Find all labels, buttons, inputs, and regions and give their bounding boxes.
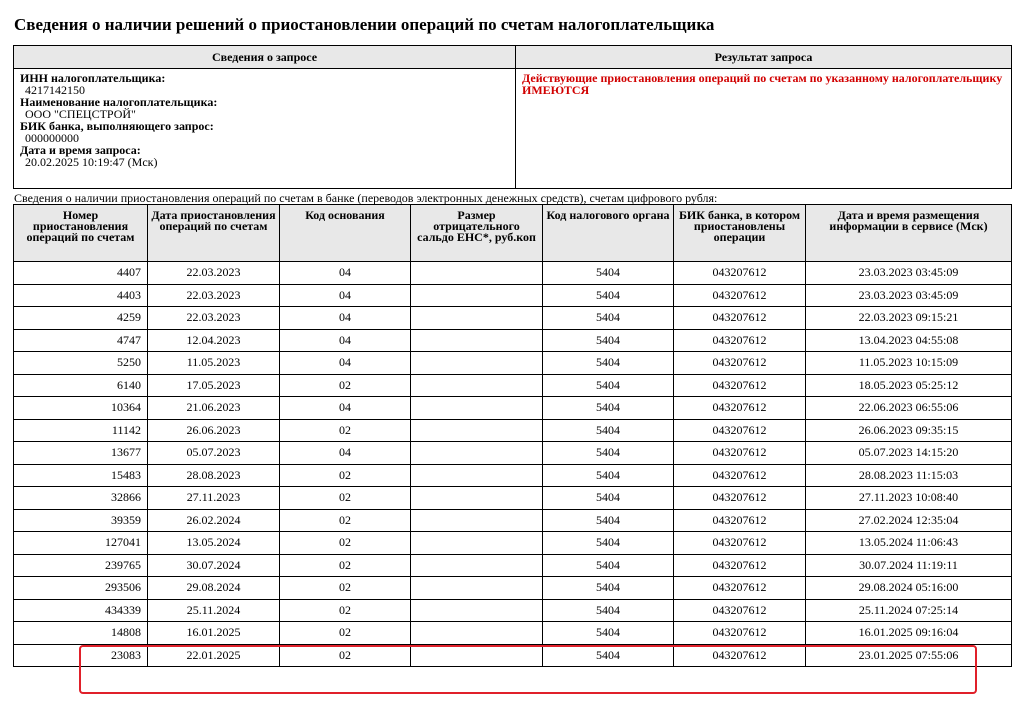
- bank-bik-label: БИК банка, выполняющего запрос:: [20, 119, 214, 133]
- inn-value: 4217142150: [25, 83, 85, 97]
- cell-reason-code: 04: [280, 397, 411, 420]
- cell-suspension-date: 22.03.2023: [148, 284, 280, 307]
- cell-suspension-number: 239765: [14, 554, 148, 577]
- request-info-table: [13, 45, 1012, 189]
- table-row: [14, 374, 1012, 397]
- column-header-bank-bik: БИК банка, в котором приостановлены операции: [674, 205, 806, 262]
- cell-negative-balance: [411, 307, 543, 330]
- cell-suspension-date: 27.11.2023: [148, 487, 280, 510]
- cell-negative-balance: [411, 352, 543, 375]
- cell-reason-code: 02: [280, 577, 411, 600]
- table-header-row: [14, 205, 1012, 262]
- cell-bank-bik: 043207612: [674, 307, 806, 330]
- cell-reason-code: 02: [280, 644, 411, 667]
- cell-suspension-date: 16.01.2025: [148, 622, 280, 645]
- cell-suspension-number: 434339: [14, 599, 148, 622]
- cell-suspension-number: 6140: [14, 374, 148, 397]
- cell-bank-bik: 043207612: [674, 532, 806, 555]
- cell-bank-bik: 043207612: [674, 284, 806, 307]
- cell-posted-datetime: 25.11.2024 07:25:14: [806, 599, 1012, 622]
- table-row: [14, 532, 1012, 555]
- cell-reason-code: 02: [280, 599, 411, 622]
- table-row: [14, 262, 1012, 285]
- cell-tax-office-code: 5404: [543, 262, 674, 285]
- cell-tax-office-code: 5404: [543, 554, 674, 577]
- table-row: [14, 577, 1012, 600]
- cell-reason-code: 02: [280, 464, 411, 487]
- cell-suspension-number: 32866: [14, 487, 148, 510]
- cell-negative-balance: [411, 622, 543, 645]
- cell-negative-balance: [411, 442, 543, 465]
- cell-negative-balance: [411, 329, 543, 352]
- cell-posted-datetime: 18.05.2023 05:25:12: [806, 374, 1012, 397]
- cell-bank-bik: 043207612: [674, 442, 806, 465]
- cell-reason-code: 02: [280, 554, 411, 577]
- table-row: [14, 644, 1012, 667]
- request-result-text: Действующие приостановления операций по счетам по указанному налогоплательщику ИМЕЮТСЯ: [522, 71, 1003, 97]
- cell-posted-datetime: 30.07.2024 11:19:11: [806, 554, 1012, 577]
- cell-bank-bik: 043207612: [674, 577, 806, 600]
- cell-tax-office-code: 5404: [543, 307, 674, 330]
- column-header-suspension-number: Номер приостановления операций по счетам: [14, 205, 148, 262]
- cell-suspension-date: 17.05.2023: [148, 374, 280, 397]
- request-datetime-value: 20.02.2025 10:19:47 (Мск): [25, 155, 158, 169]
- cell-bank-bik: 043207612: [674, 554, 806, 577]
- cell-tax-office-code: 5404: [543, 352, 674, 375]
- cell-suspension-number: 4403: [14, 284, 148, 307]
- cell-negative-balance: [411, 509, 543, 532]
- cell-suspension-date: 12.04.2023: [148, 329, 280, 352]
- cell-bank-bik: 043207612: [674, 599, 806, 622]
- cell-suspension-number: 15483: [14, 464, 148, 487]
- table-row: [14, 284, 1012, 307]
- cell-posted-datetime: 23.01.2025 07:55:06: [806, 644, 1012, 667]
- column-header-negative-balance: Размер отрицательного сальдо ЕНС*, руб.коп: [411, 205, 543, 262]
- cell-suspension-number: 4747: [14, 329, 148, 352]
- cell-negative-balance: [411, 577, 543, 600]
- table-row: [14, 599, 1012, 622]
- cell-tax-office-code: 5404: [543, 329, 674, 352]
- cell-negative-balance: [411, 262, 543, 285]
- cell-suspension-date: 26.06.2023: [148, 419, 280, 442]
- cell-reason-code: 04: [280, 329, 411, 352]
- cell-reason-code: 02: [280, 532, 411, 555]
- table-row: [14, 509, 1012, 532]
- cell-reason-code: 04: [280, 307, 411, 330]
- cell-suspension-number: 5250: [14, 352, 148, 375]
- cell-suspension-number: 39359: [14, 509, 148, 532]
- table-body: [14, 262, 1012, 667]
- cell-suspension-date: 13.05.2024: [148, 532, 280, 555]
- cell-posted-datetime: 28.08.2023 11:15:03: [806, 464, 1012, 487]
- cell-suspension-date: 29.08.2024: [148, 577, 280, 600]
- table-row: [14, 419, 1012, 442]
- cell-suspension-date: 28.08.2023: [148, 464, 280, 487]
- cell-bank-bik: 043207612: [674, 464, 806, 487]
- table-row: [14, 352, 1012, 375]
- cell-tax-office-code: 5404: [543, 374, 674, 397]
- cell-negative-balance: [411, 419, 543, 442]
- cell-reason-code: 04: [280, 262, 411, 285]
- cell-suspension-date: 25.11.2024: [148, 599, 280, 622]
- cell-tax-office-code: 5404: [543, 509, 674, 532]
- cell-posted-datetime: 22.06.2023 06:55:06: [806, 397, 1012, 420]
- cell-suspension-number: 127041: [14, 532, 148, 555]
- column-header-posted-datetime: Дата и время размещения информации в сервисе (Мск): [806, 205, 1012, 262]
- table-row: [14, 487, 1012, 510]
- table-row: [14, 622, 1012, 645]
- cell-bank-bik: 043207612: [674, 419, 806, 442]
- cell-reason-code: 04: [280, 352, 411, 375]
- cell-negative-balance: [411, 374, 543, 397]
- cell-negative-balance: [411, 397, 543, 420]
- cell-suspension-number: 4259: [14, 307, 148, 330]
- suspensions-table: [13, 204, 1012, 667]
- cell-negative-balance: [411, 284, 543, 307]
- cell-posted-datetime: 23.03.2023 03:45:09: [806, 284, 1012, 307]
- cell-suspension-number: 10364: [14, 397, 148, 420]
- cell-negative-balance: [411, 554, 543, 577]
- cell-tax-office-code: 5404: [543, 577, 674, 600]
- cell-suspension-number: 11142: [14, 419, 148, 442]
- cell-suspension-date: 26.02.2024: [148, 509, 280, 532]
- cell-posted-datetime: 22.03.2023 09:15:21: [806, 307, 1012, 330]
- cell-posted-datetime: 16.01.2025 09:16:04: [806, 622, 1012, 645]
- cell-tax-office-code: 5404: [543, 419, 674, 442]
- cell-tax-office-code: 5404: [543, 284, 674, 307]
- cell-reason-code: 02: [280, 622, 411, 645]
- cell-posted-datetime: 13.05.2024 11:06:43: [806, 532, 1012, 555]
- cell-reason-code: 02: [280, 509, 411, 532]
- cell-negative-balance: [411, 487, 543, 510]
- cell-negative-balance: [411, 464, 543, 487]
- cell-tax-office-code: 5404: [543, 622, 674, 645]
- taxpayer-name-value: ООО "СПЕЦСТРОЙ": [25, 107, 136, 121]
- cell-tax-office-code: 5404: [543, 442, 674, 465]
- cell-tax-office-code: 5404: [543, 487, 674, 510]
- cell-bank-bik: 043207612: [674, 622, 806, 645]
- cell-bank-bik: 043207612: [674, 329, 806, 352]
- table-row: [14, 554, 1012, 577]
- table-row: [14, 442, 1012, 465]
- cell-suspension-number: 293506: [14, 577, 148, 600]
- cell-reason-code: 02: [280, 374, 411, 397]
- table-row: [14, 329, 1012, 352]
- cell-reason-code: 02: [280, 419, 411, 442]
- cell-negative-balance: [411, 644, 543, 667]
- column-header-reason-code: Код основания: [280, 205, 411, 262]
- request-result-cell: [516, 69, 1012, 189]
- cell-tax-office-code: 5404: [543, 644, 674, 667]
- cell-tax-office-code: 5404: [543, 397, 674, 420]
- cell-reason-code: 04: [280, 284, 411, 307]
- cell-suspension-number: 13677: [14, 442, 148, 465]
- table-row: [14, 397, 1012, 420]
- cell-posted-datetime: 23.03.2023 03:45:09: [806, 262, 1012, 285]
- cell-negative-balance: [411, 599, 543, 622]
- cell-bank-bik: 043207612: [674, 509, 806, 532]
- cell-posted-datetime: 26.06.2023 09:35:15: [806, 419, 1012, 442]
- column-header-tax-office-code: Код налогового органа: [543, 205, 674, 262]
- cell-suspension-number: 4407: [14, 262, 148, 285]
- cell-reason-code: 04: [280, 442, 411, 465]
- cell-bank-bik: 043207612: [674, 374, 806, 397]
- cell-suspension-date: 21.06.2023: [148, 397, 280, 420]
- request-info-cell: [14, 69, 516, 189]
- request-datetime-label: Дата и время запроса:: [20, 143, 141, 157]
- cell-suspension-date: 05.07.2023: [148, 442, 280, 465]
- cell-suspension-date: 22.03.2023: [148, 262, 280, 285]
- cell-suspension-date: 11.05.2023: [148, 352, 280, 375]
- cell-posted-datetime: 27.11.2023 10:08:40: [806, 487, 1012, 510]
- cell-posted-datetime: 11.05.2023 10:15:09: [806, 352, 1012, 375]
- column-header-suspension-date: Дата приостановления операций по счетам: [148, 205, 280, 262]
- request-result-header: Результат запроса: [516, 46, 1012, 69]
- cell-tax-office-code: 5404: [543, 464, 674, 487]
- page-title: Сведения о наличии решений о приостановлении операций по счетам налогоплательщика: [14, 15, 715, 34]
- cell-posted-datetime: 29.08.2024 05:16:00: [806, 577, 1012, 600]
- table-row: [14, 464, 1012, 487]
- taxpayer-name-label: Наименование налогоплательщика:: [20, 95, 218, 109]
- request-info-header: Сведения о запросе: [14, 46, 516, 69]
- table-row: [14, 307, 1012, 330]
- inn-label: ИНН налогоплательщика:: [20, 71, 166, 85]
- cell-bank-bik: 043207612: [674, 397, 806, 420]
- bank-bik-value: 000000000: [25, 131, 79, 145]
- cell-bank-bik: 043207612: [674, 644, 806, 667]
- cell-suspension-date: 22.01.2025: [148, 644, 280, 667]
- cell-tax-office-code: 5404: [543, 599, 674, 622]
- cell-suspension-date: 30.07.2024: [148, 554, 280, 577]
- cell-posted-datetime: 05.07.2023 14:15:20: [806, 442, 1012, 465]
- cell-suspension-number: 14808: [14, 622, 148, 645]
- cell-posted-datetime: 27.02.2024 12:35:04: [806, 509, 1012, 532]
- cell-negative-balance: [411, 532, 543, 555]
- cell-bank-bik: 043207612: [674, 487, 806, 510]
- cell-reason-code: 02: [280, 487, 411, 510]
- cell-bank-bik: 043207612: [674, 262, 806, 285]
- cell-suspension-date: 22.03.2023: [148, 307, 280, 330]
- cell-bank-bik: 043207612: [674, 352, 806, 375]
- cell-posted-datetime: 13.04.2023 04:55:08: [806, 329, 1012, 352]
- cell-tax-office-code: 5404: [543, 532, 674, 555]
- cell-suspension-number: 23083: [14, 644, 148, 667]
- table-caption: Сведения о наличии приостановления операций по счетам в банке (переводов электронных денежных средств), счетам цифрового рубля:: [14, 191, 718, 205]
